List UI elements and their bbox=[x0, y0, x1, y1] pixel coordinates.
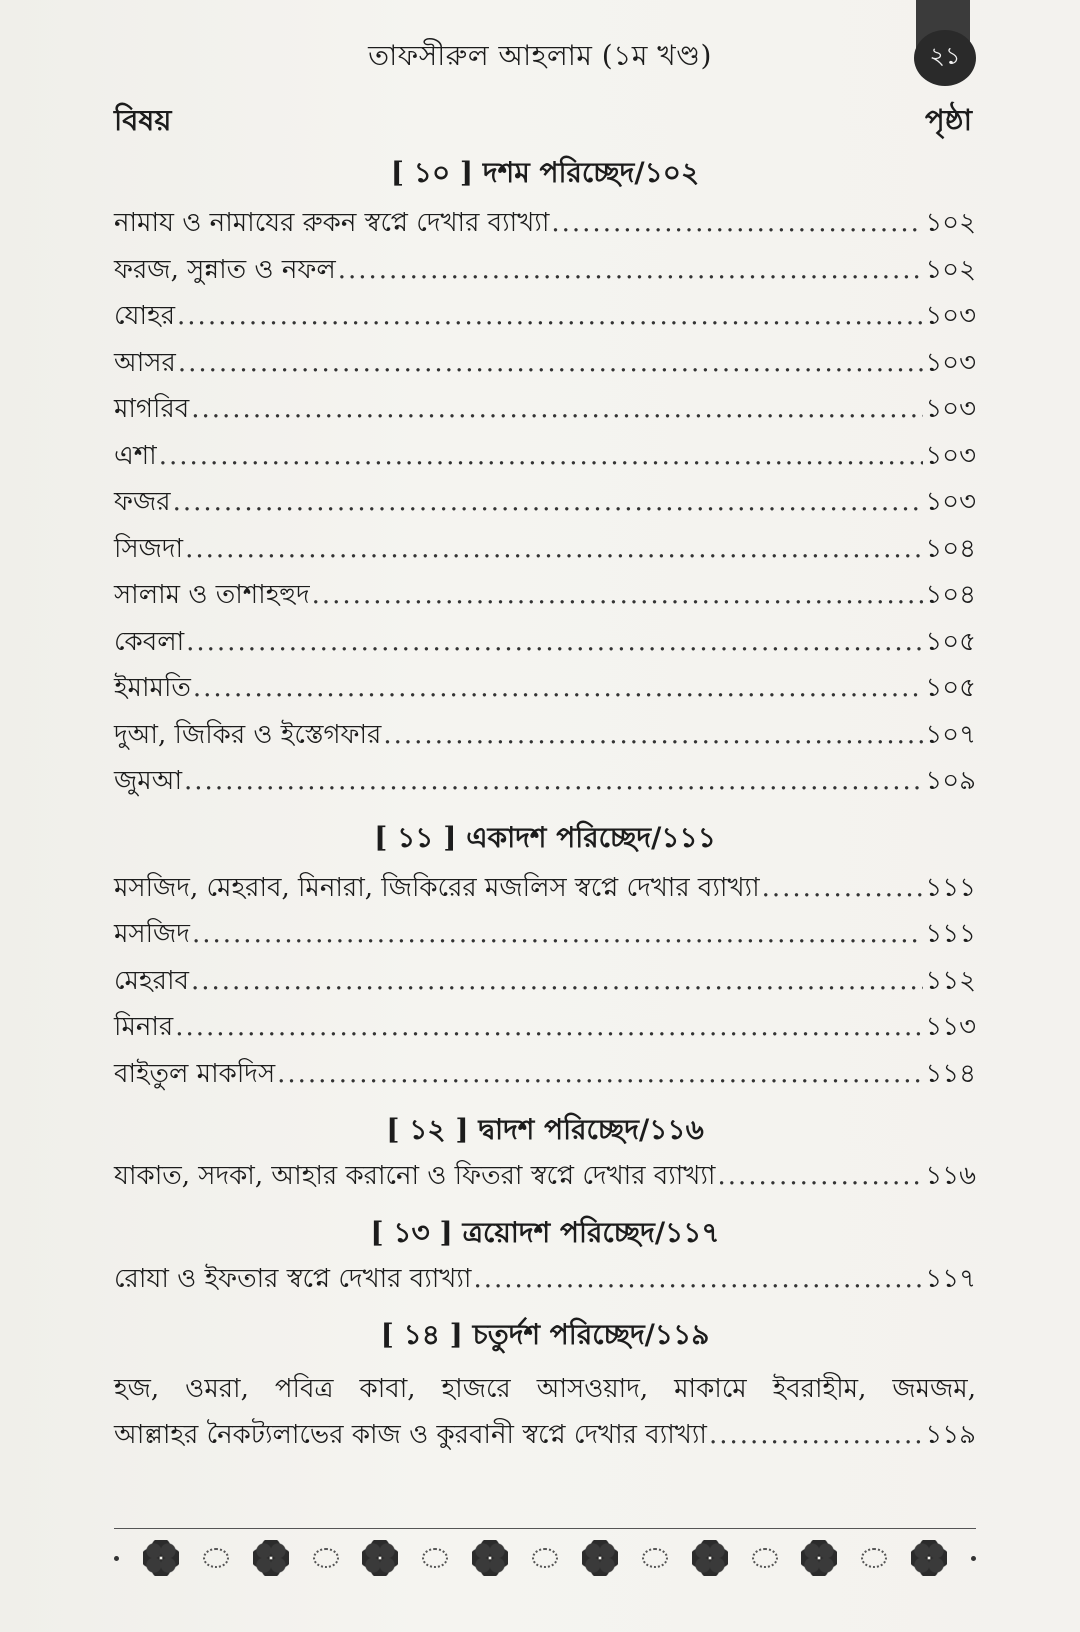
toc-entry-page: ১০৩ bbox=[925, 394, 976, 424]
toc-entry-page: ১১৯ bbox=[925, 1420, 976, 1450]
toc-entry-title: এশা bbox=[114, 440, 157, 471]
chapter-heading: [ ১২ ] দ্বাদশ পরিচ্ছেদ/১১৬ bbox=[386, 1113, 704, 1146]
flower-icon bbox=[472, 1540, 508, 1576]
table-of-contents bbox=[114, 150, 976, 1459]
sprig-icon bbox=[203, 1548, 229, 1568]
column-heading-page: পৃষ্ঠা bbox=[925, 103, 972, 137]
toc-entry-title: মেহরাব bbox=[114, 965, 189, 996]
toc-entry-page: ১১২ bbox=[925, 965, 976, 996]
toc-entry-page: ১০২ bbox=[925, 254, 976, 285]
toc-entry-page: ১০৩ bbox=[925, 440, 976, 471]
flower-icon bbox=[801, 1540, 837, 1576]
chapter-heading: [ ১৩ ] ত্রয়োদশ পরিচ্ছেদ/১১৭ bbox=[370, 1215, 720, 1249]
book-title: তাফসীরুল আহলাম (১ম খণ্ড) bbox=[368, 39, 712, 72]
toc-entry-title: সালাম ও তাশাহহুদ bbox=[114, 580, 310, 610]
toc-entry bbox=[114, 1004, 976, 1051]
flower-icon bbox=[582, 1540, 618, 1576]
toc-entry-title: দুআ, জিকির ও ইস্তেগফার bbox=[114, 719, 382, 750]
dot-leader bbox=[312, 572, 924, 619]
toc-entry-title: যোহর bbox=[114, 301, 176, 331]
toc-entry-title: সিজদা bbox=[114, 533, 184, 564]
toc-entry-page: ১০৯ bbox=[925, 766, 976, 796]
toc-entry bbox=[114, 293, 976, 340]
dot-leader bbox=[717, 1153, 923, 1200]
dot-leader bbox=[177, 293, 923, 340]
toc-entry bbox=[114, 712, 976, 759]
chapter-heading: [ ১০ ] দশম পরিচ্ছেদ/১০২ bbox=[390, 156, 700, 189]
toc-entry-title: যাকাত, সদকা, আহার করানো ও ফিতরা স্বপ্নে দেখার ব্যাখ্যা bbox=[114, 1161, 716, 1191]
toc-entry-title: জুমআ bbox=[114, 766, 183, 796]
column-heading-topic: বিষয় bbox=[114, 103, 172, 137]
toc-entry bbox=[114, 619, 976, 666]
toc-entry-title: ফরজ, সুন্নাত ও নফল bbox=[114, 254, 336, 285]
toc-entry bbox=[114, 1256, 976, 1303]
dot-leader bbox=[551, 200, 923, 247]
toc-entry bbox=[114, 386, 976, 433]
dot-leader bbox=[473, 1256, 923, 1303]
dot-leader bbox=[191, 386, 923, 433]
ornament-dot bbox=[114, 1556, 119, 1561]
toc-entry-page: ১০৩ bbox=[925, 487, 976, 517]
toc-entry-title: মসজিদ bbox=[114, 919, 190, 949]
toc-entry-title: আল্লাহর নৈকট্যলাভের কাজ ও কুরবানী স্বপ্নে দেখার ব্যাখ্যা bbox=[114, 1420, 707, 1450]
dot-leader bbox=[159, 433, 924, 480]
chapter-heading: [ ১১ ] একাদশ পরিচ্ছেদ/১১১ bbox=[374, 820, 716, 854]
toc-entry-page: ১১১ bbox=[925, 919, 976, 949]
dot-leader bbox=[175, 1004, 923, 1051]
toc-entry-page: ১১৭ bbox=[925, 1263, 976, 1294]
toc-entry-title: মাগরিব bbox=[114, 394, 190, 424]
toc-entry bbox=[114, 958, 976, 1005]
sprig-icon bbox=[532, 1548, 558, 1568]
toc-entry-title: কেবলা bbox=[114, 626, 185, 657]
dot-leader bbox=[191, 958, 923, 1005]
toc-entry-page: ১০৫ bbox=[925, 626, 976, 657]
dot-leader bbox=[709, 1412, 923, 1459]
toc-entry bbox=[114, 340, 976, 387]
dot-leader bbox=[192, 911, 923, 958]
sprig-icon bbox=[422, 1548, 448, 1568]
toc-entry-title: মিনার bbox=[114, 1012, 174, 1042]
ornament-dot bbox=[971, 1556, 976, 1561]
toc-entry-title: ইমামতি bbox=[114, 673, 191, 703]
toc-entry bbox=[114, 665, 976, 712]
flower-icon bbox=[692, 1540, 728, 1576]
toc-entry bbox=[114, 1051, 976, 1098]
toc-entry bbox=[114, 433, 976, 480]
toc-entry-page: ১১৪ bbox=[925, 1058, 976, 1089]
footer-rule bbox=[114, 1528, 976, 1529]
dot-leader bbox=[338, 247, 924, 294]
dot-leader bbox=[762, 865, 924, 912]
toc-entry bbox=[114, 572, 976, 619]
flower-icon bbox=[253, 1540, 289, 1576]
toc-entry-page: ১০৪ bbox=[925, 580, 976, 610]
toc-entry-page: ১০৭ bbox=[925, 719, 976, 750]
dot-leader bbox=[184, 758, 923, 805]
toc-entry-page: ১১৩ bbox=[925, 1012, 976, 1042]
dot-leader bbox=[178, 340, 924, 387]
dot-leader bbox=[193, 665, 923, 712]
dot-leader bbox=[383, 712, 923, 759]
toc-entry-title-line1: হজ, ওমরা, পবিত্র কাবা, হাজরে আসওয়াদ, মাকামে ইবরাহীম, জমজম, bbox=[114, 1374, 976, 1404]
toc-entry-title: ফজর bbox=[114, 487, 171, 517]
sprig-icon bbox=[861, 1548, 887, 1568]
dot-leader bbox=[186, 619, 923, 666]
flower-icon bbox=[143, 1540, 179, 1576]
toc-entry-page: ১০৫ bbox=[925, 673, 976, 703]
toc-entry bbox=[114, 865, 976, 912]
toc-entry-page: ১১৬ bbox=[925, 1161, 976, 1191]
sprig-icon bbox=[642, 1548, 668, 1568]
dot-leader bbox=[173, 479, 924, 526]
chapter-heading: [ ১৪ ] চতুর্দশ পরিচ্ছেদ/১১৯ bbox=[380, 1318, 710, 1351]
toc-entry-title: আসর bbox=[114, 347, 176, 378]
sprig-icon bbox=[752, 1548, 778, 1568]
dot-leader bbox=[277, 1051, 923, 1098]
toc-entry-page: ১০২ bbox=[925, 208, 976, 238]
toc-entry-page: ১০৩ bbox=[925, 301, 976, 331]
toc-entry bbox=[114, 526, 976, 573]
flower-icon bbox=[362, 1540, 398, 1576]
toc-entry-page: ১১১ bbox=[925, 872, 976, 903]
sprig-icon bbox=[313, 1548, 339, 1568]
toc-entry-title: রোযা ও ইফতার স্বপ্নে দেখার ব্যাখ্যা bbox=[114, 1263, 472, 1294]
toc-entry bbox=[114, 200, 976, 247]
dot-leader bbox=[185, 526, 923, 573]
toc-entry bbox=[114, 758, 976, 805]
floral-border bbox=[114, 1534, 976, 1582]
toc-entry-page: ১০৩ bbox=[925, 347, 976, 378]
toc-entry-title: মসজিদ, মেহরাব, মিনারা, জিকিরের মজলিস স্বপ্নে দেখার ব্যাখ্যা bbox=[114, 872, 760, 903]
flower-icon bbox=[911, 1540, 947, 1576]
toc-entry bbox=[114, 1153, 976, 1200]
toc-entry bbox=[114, 911, 976, 958]
toc-entry-page: ১০৪ bbox=[925, 533, 976, 564]
toc-entry bbox=[114, 247, 976, 294]
toc-entry bbox=[114, 1412, 976, 1459]
page-number-badge: ২১ bbox=[914, 30, 976, 86]
toc-entry-title: নামায ও নামাযের রুকন স্বপ্নে দেখার ব্যাখ্যা bbox=[114, 208, 550, 238]
toc-entry bbox=[114, 479, 976, 526]
toc-entry-title: বাইতুল মাকদিস bbox=[114, 1058, 276, 1089]
